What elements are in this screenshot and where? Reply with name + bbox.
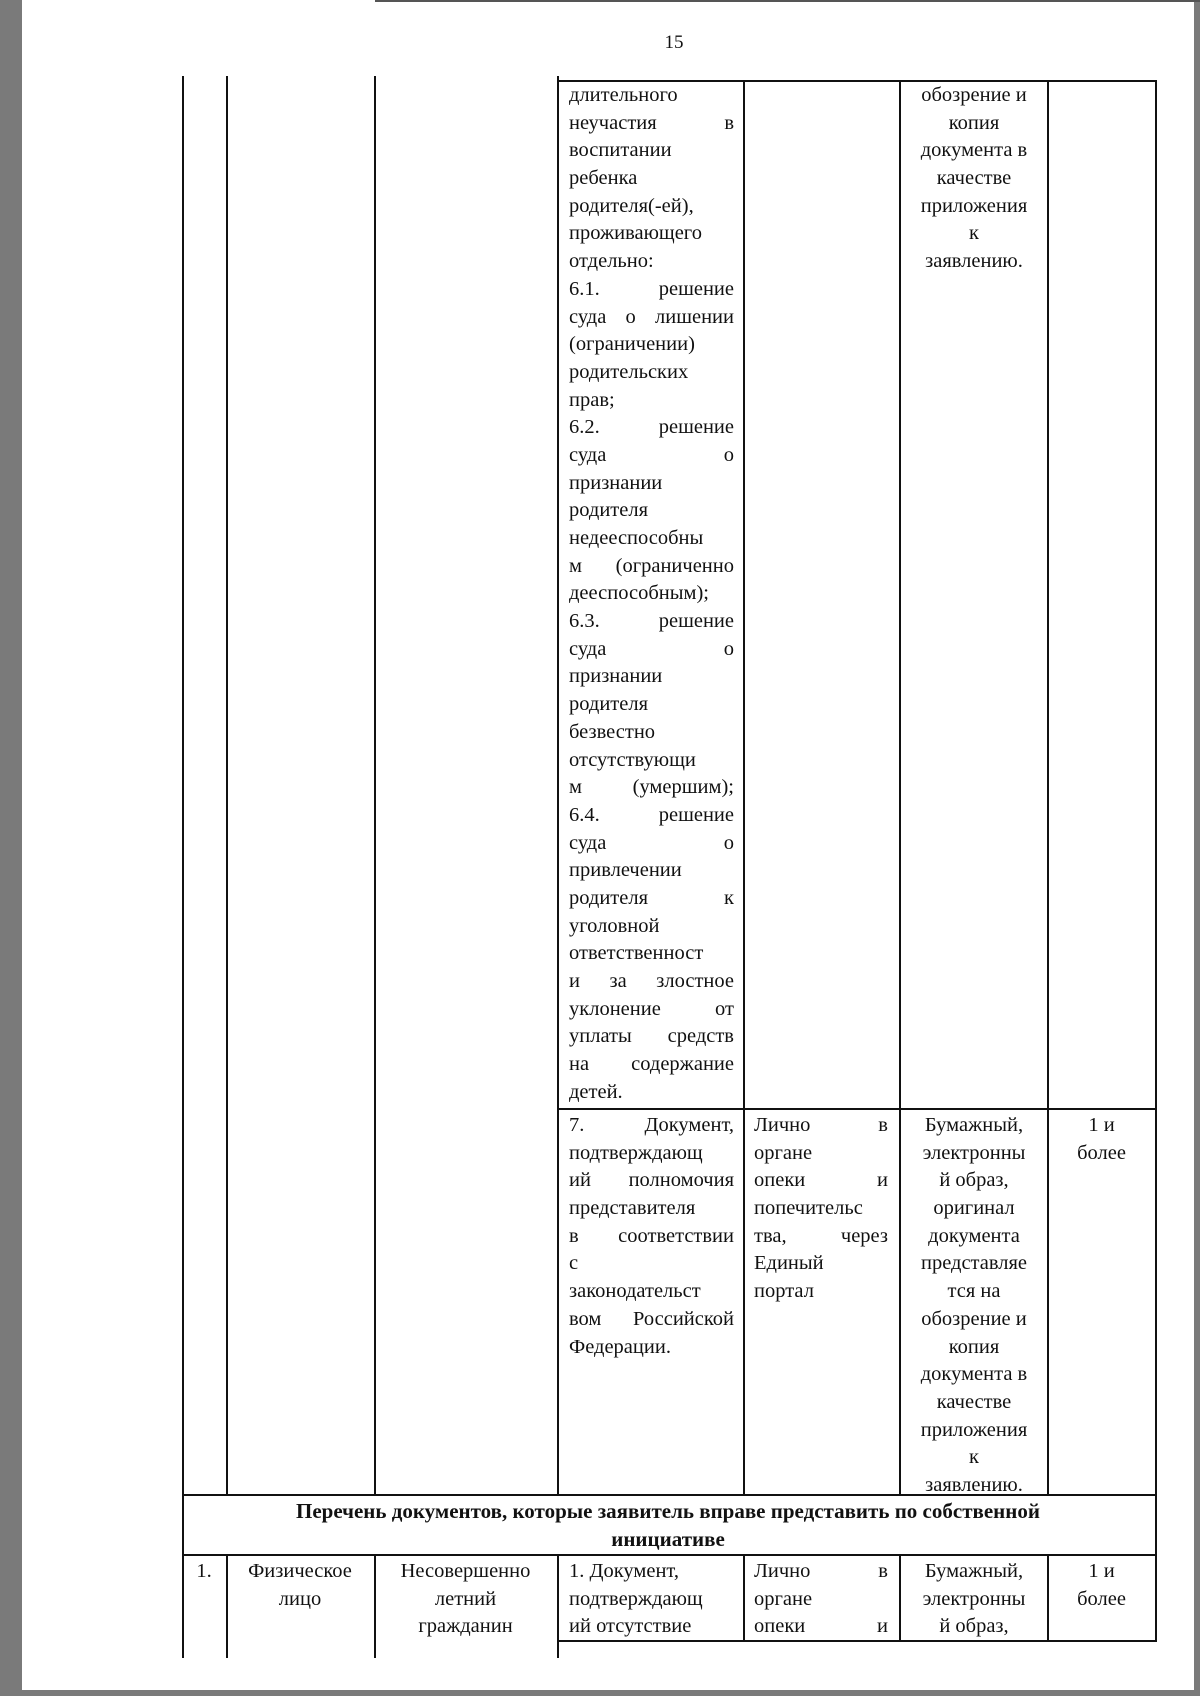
table-border-right xyxy=(1155,80,1157,1642)
col-divider-6 xyxy=(1047,80,1049,1494)
page-number: 15 xyxy=(664,32,684,53)
row7-document-cell: 7. Документ, подтверждающ ий полномочия представителя в соответствии с законодательст вом Российской Федерации. xyxy=(569,1114,734,1358)
section-heading-line-2: инициативе xyxy=(611,1527,725,1551)
section-heading-line-1: Перечень документов, которые заявитель вправе представить по собственной xyxy=(296,1499,1040,1523)
col-divider-5 xyxy=(899,80,901,1494)
row1-quantity-cell: 1 и более xyxy=(1077,1560,1126,1610)
scan-left-margin xyxy=(0,0,22,1696)
col-divider-1 xyxy=(226,76,228,1494)
row1-document-cell: 1. Документ, подтверждающ ий отсутствие xyxy=(569,1560,703,1638)
row1-method-cell: Лично в органе опеки и xyxy=(754,1560,888,1638)
scan-bottom-margin xyxy=(0,1690,1200,1696)
col-divider-5-lower xyxy=(899,1556,901,1642)
col-divider-4 xyxy=(743,80,745,1494)
row1-form-cell: Бумажный, электронны й образ, xyxy=(922,1560,1026,1638)
table-border-left xyxy=(182,76,184,1658)
section-heading xyxy=(188,1497,1148,1553)
documents-cell-continued: длительного неучастия в воспитании ребенка родителя(-ей), проживающего отдельно: 6.1. решение суда о лишении (ограничении) родительских прав; 6.2. решение суда о признании родителя недееспособны м (ограниченно дееспособным); 6.3. решение суда о признании родителя безвестно отсутствующи м (умершим); 6.4. решение суда о привлечении родителя к уголовной ответственност и за злостное уклонение от уплаты средств на содержание детей. xyxy=(569,84,734,1103)
row1-category-cell: Физическое лицо xyxy=(248,1560,352,1610)
row1-subcategory-cell: Несовершенно летний гражданин xyxy=(400,1560,531,1638)
col-divider-3-lower xyxy=(557,1556,559,1658)
col-divider-2 xyxy=(374,76,376,1494)
form-cell-continued: обозрение и копия документа в качестве приложения к заявлению. xyxy=(920,84,1028,273)
row7-top-border xyxy=(557,1108,1157,1110)
col-divider-4-lower xyxy=(743,1556,745,1642)
scan-right-margin xyxy=(1194,0,1200,1696)
row7-form-cell: Бумажный, электронны й образ, оригинал документа представляе тся на обозрение и копия документа в качестве приложения к заявлению. xyxy=(920,1114,1028,1496)
row7-quantity-cell: 1 и более xyxy=(1077,1114,1126,1164)
col-divider-6-lower xyxy=(1047,1556,1049,1642)
row1-number-cell: 1. xyxy=(196,1560,212,1582)
row7-method-cell: Лично в органе опеки и попечительс тва, через Единый портал xyxy=(754,1114,888,1303)
scan-top-edge xyxy=(375,0,1200,2)
section-heading-bottom-border xyxy=(182,1554,1157,1556)
col-divider-3 xyxy=(557,76,559,1494)
